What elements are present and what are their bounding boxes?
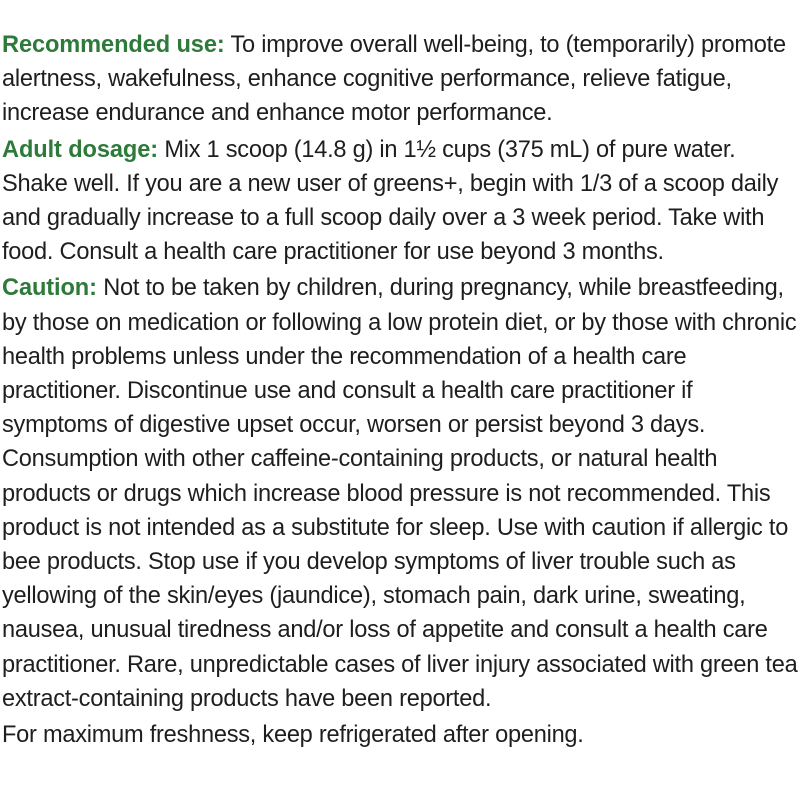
adult-dosage-heading: Adult dosage:: [2, 136, 158, 163]
adult-dosage-text: Mix 1 scoop (14.8 g) in 1½ cups (375 mL) of pure water. Shake well. If you are a new user of greens+, begin with 1/3 of a scoop daily and gradually increase to a full scoop daily over a 3 week period. Take with food. Consult a health care practitioner for use beyond 3 months.: [2, 136, 779, 266]
recommended-use-text: To improve overall well-being, to (temporarily) promote alertness, wakefulness, enhance cognitive performance, relieve fatigue, increase endurance and enhance motor performance.: [2, 32, 786, 127]
caution-heading: Caution:: [2, 275, 97, 302]
product-label-text-panel: [2, 28, 800, 752]
caution-section: [2, 271, 800, 716]
recommended-use-section: [2, 28, 800, 131]
recommended-use-heading: Recommended use:: [2, 32, 225, 58]
storage-note: For maximum freshness, keep refrigerated after opening.: [2, 722, 584, 749]
caution-text: Not to be taken by children, during pregnancy, while breastfeeding, by those on medication or following a low protein diet, or by those with chronic health problems unless under the recommendation of a health care practitioner. Discontinue use and consult a health care practitioner if symptoms of digestive upset occur, worsen or persist beyond 3 days. Consumption with other caffeine-containing products, or natural health products or drugs which increase blood pressure is not recommended. This product is not intended as a substitute for sleep. Use with caution if allergic to bee products. Stop use if you develop symptoms of liver trouble such as yellowing of the skin/eyes (jaundice), stomach pain, dark urine, sweating, nausea, unusual tiredness and/or loss of appetite and consult a health care practitioner. Rare, unpredictable cases of liver injury associated with green tea extract-containing products have been reported.: [2, 275, 798, 712]
adult-dosage-section: [2, 133, 800, 270]
